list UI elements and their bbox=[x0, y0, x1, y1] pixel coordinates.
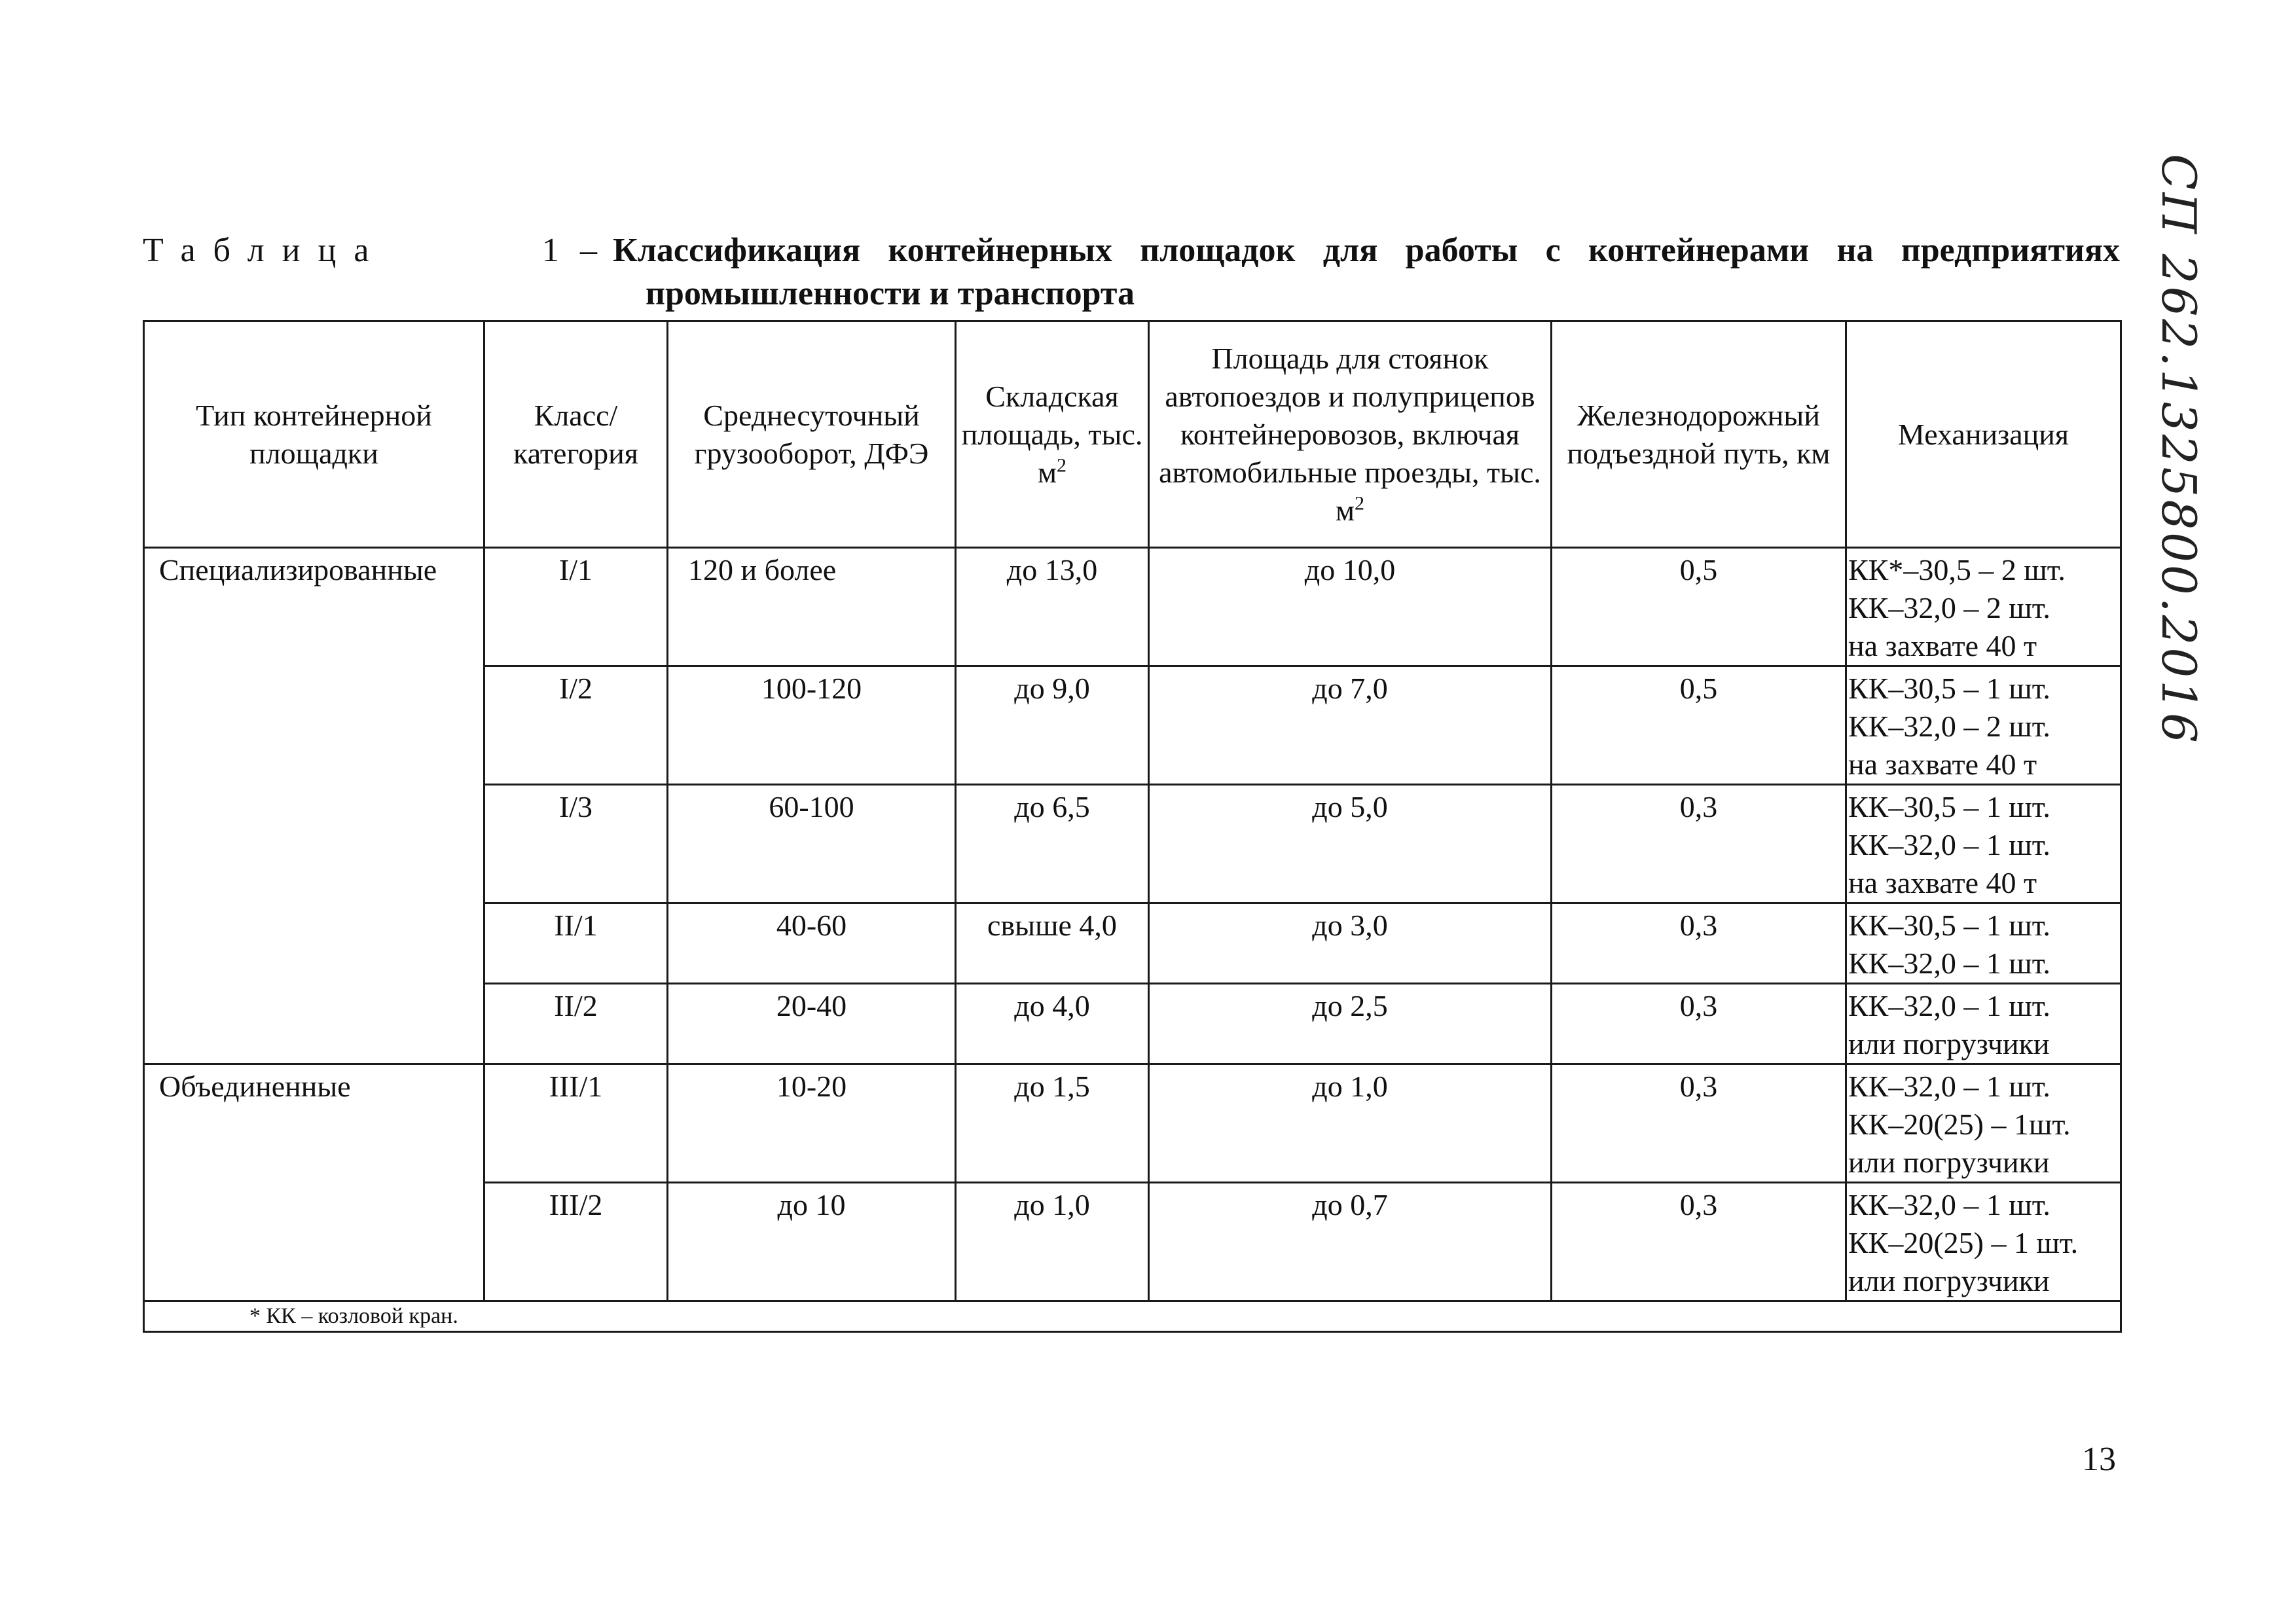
header-railway: Железнодорожный подъездной путь, км bbox=[1552, 321, 1846, 548]
table-caption bbox=[143, 229, 2120, 316]
cell-railway: 0,3 bbox=[1552, 903, 1846, 984]
classification-table bbox=[143, 320, 2122, 1333]
mech-line: КК*–30,5 – 2 шт. bbox=[1848, 553, 2066, 586]
cell-turnover: 60-100 bbox=[668, 785, 956, 903]
cell-mechanization bbox=[1846, 548, 2121, 666]
header-class: Класс/ категория bbox=[484, 321, 668, 548]
cell-mechanization bbox=[1846, 903, 2121, 984]
cell-parking: до 5,0 bbox=[1149, 785, 1552, 903]
cell-turnover: 20-40 bbox=[668, 984, 956, 1064]
header-parking-text: Площадь для стоянок автопоездов и полуприцепов контейнеровозов, включая автомобильные проезды, тыс. м bbox=[1159, 341, 1541, 527]
table-row bbox=[144, 1064, 2121, 1183]
group-specialized: Специализированные bbox=[144, 548, 484, 1064]
cell-class: I/2 bbox=[484, 666, 668, 785]
mech-line: КК–32,0 – 1 шт. bbox=[1848, 828, 2050, 861]
cell-railway: 0,3 bbox=[1552, 984, 1846, 1064]
cell-class: I/1 bbox=[484, 548, 668, 666]
stamp-text: СП 262.1325800.2016 bbox=[2151, 154, 2206, 746]
mech-line: или погрузчики bbox=[1848, 1146, 2050, 1179]
cell-storage: свыше 4,0 bbox=[956, 903, 1149, 984]
mech-line: КК–30,5 – 1 шт. bbox=[1848, 790, 2050, 823]
mech-line: КК–30,5 – 1 шт. bbox=[1848, 909, 2050, 942]
cell-mechanization bbox=[1846, 984, 2121, 1064]
header-type: Тип контейнерной площадки bbox=[144, 321, 484, 548]
cell-parking: до 3,0 bbox=[1149, 903, 1552, 984]
cell-class: I/3 bbox=[484, 785, 668, 903]
mech-line: КК–32,0 – 1 шт. bbox=[1848, 989, 2050, 1022]
header-storage-sup: 2 bbox=[1057, 454, 1067, 477]
mech-line: КК–32,0 – 1 шт. bbox=[1848, 1070, 2050, 1103]
mech-line: на захвате 40 т bbox=[1848, 629, 2037, 662]
cell-turnover: 40-60 bbox=[668, 903, 956, 984]
handwritten-stamp bbox=[2131, 154, 2229, 746]
header-parking bbox=[1149, 321, 1552, 548]
cell-railway: 0,5 bbox=[1552, 548, 1846, 666]
cell-railway: 0,3 bbox=[1552, 1064, 1846, 1183]
caption-title-line1: Классификация контейнерных площадок для работы с контейнерами на предприятиях bbox=[613, 232, 2120, 269]
cell-mechanization bbox=[1846, 1064, 2121, 1183]
cell-railway: 0,3 bbox=[1552, 785, 1846, 903]
caption-title-line2: промышленности и транспорта bbox=[646, 275, 1135, 312]
cell-class: III/2 bbox=[484, 1183, 668, 1301]
cell-class: II/2 bbox=[484, 984, 668, 1064]
page-number: 13 bbox=[2082, 1441, 2116, 1478]
cell-storage: до 4,0 bbox=[956, 984, 1149, 1064]
table-row bbox=[144, 548, 2121, 666]
footnote: * КК – козловой кран. bbox=[144, 1301, 2121, 1332]
header-parking-sup: 2 bbox=[1355, 492, 1365, 514]
mech-line: или погрузчики bbox=[1848, 1264, 2050, 1297]
mech-line: КК–32,0 – 2 шт. bbox=[1848, 710, 2050, 743]
mech-line: или погрузчики bbox=[1848, 1027, 2050, 1060]
mech-line: КК–32,0 – 1 шт. bbox=[1848, 947, 2050, 980]
cell-parking: до 7,0 bbox=[1149, 666, 1552, 785]
mech-line: КК–20(25) – 1 шт. bbox=[1848, 1226, 2079, 1259]
cell-storage: до 1,0 bbox=[956, 1183, 1149, 1301]
header-row bbox=[144, 321, 2121, 548]
cell-parking: до 10,0 bbox=[1149, 548, 1552, 666]
cell-storage: до 13,0 bbox=[956, 548, 1149, 666]
header-storage-text: Складская площадь, тыс. м bbox=[961, 379, 1143, 489]
mech-line: КК–30,5 – 1 шт. bbox=[1848, 672, 2050, 705]
cell-mechanization bbox=[1846, 1183, 2121, 1301]
cell-turnover: 120 и более bbox=[668, 548, 956, 666]
cell-parking: до 2,5 bbox=[1149, 984, 1552, 1064]
mech-line: на захвате 40 т bbox=[1848, 866, 2037, 899]
caption-dash: – bbox=[580, 232, 597, 269]
mech-line: КК–20(25) – 1шт. bbox=[1848, 1108, 2071, 1141]
cell-mechanization bbox=[1846, 666, 2121, 785]
group-combined: Объединенные bbox=[144, 1064, 484, 1301]
header-storage bbox=[956, 321, 1149, 548]
caption-label: Таблица bbox=[143, 232, 387, 269]
cell-mechanization bbox=[1846, 785, 2121, 903]
mech-line: КК–32,0 – 2 шт. bbox=[1848, 591, 2050, 624]
footnote-row bbox=[144, 1301, 2121, 1332]
cell-parking: до 0,7 bbox=[1149, 1183, 1552, 1301]
cell-railway: 0,3 bbox=[1552, 1183, 1846, 1301]
cell-turnover: до 10 bbox=[668, 1183, 956, 1301]
cell-class: III/1 bbox=[484, 1064, 668, 1183]
cell-turnover: 10-20 bbox=[668, 1064, 956, 1183]
cell-class: II/1 bbox=[484, 903, 668, 984]
cell-storage: до 9,0 bbox=[956, 666, 1149, 785]
caption-number: 1 bbox=[542, 232, 559, 269]
cell-parking: до 1,0 bbox=[1149, 1064, 1552, 1183]
cell-turnover: 100-120 bbox=[668, 666, 956, 785]
header-turnover: Среднесуточный грузооборот, ДФЭ bbox=[668, 321, 956, 548]
header-mechanization: Механизация bbox=[1846, 321, 2121, 548]
cell-railway: 0,5 bbox=[1552, 666, 1846, 785]
cell-storage: до 6,5 bbox=[956, 785, 1149, 903]
mech-line: КК–32,0 – 1 шт. bbox=[1848, 1188, 2050, 1221]
cell-storage: до 1,5 bbox=[956, 1064, 1149, 1183]
mech-line: на захвате 40 т bbox=[1848, 748, 2037, 781]
